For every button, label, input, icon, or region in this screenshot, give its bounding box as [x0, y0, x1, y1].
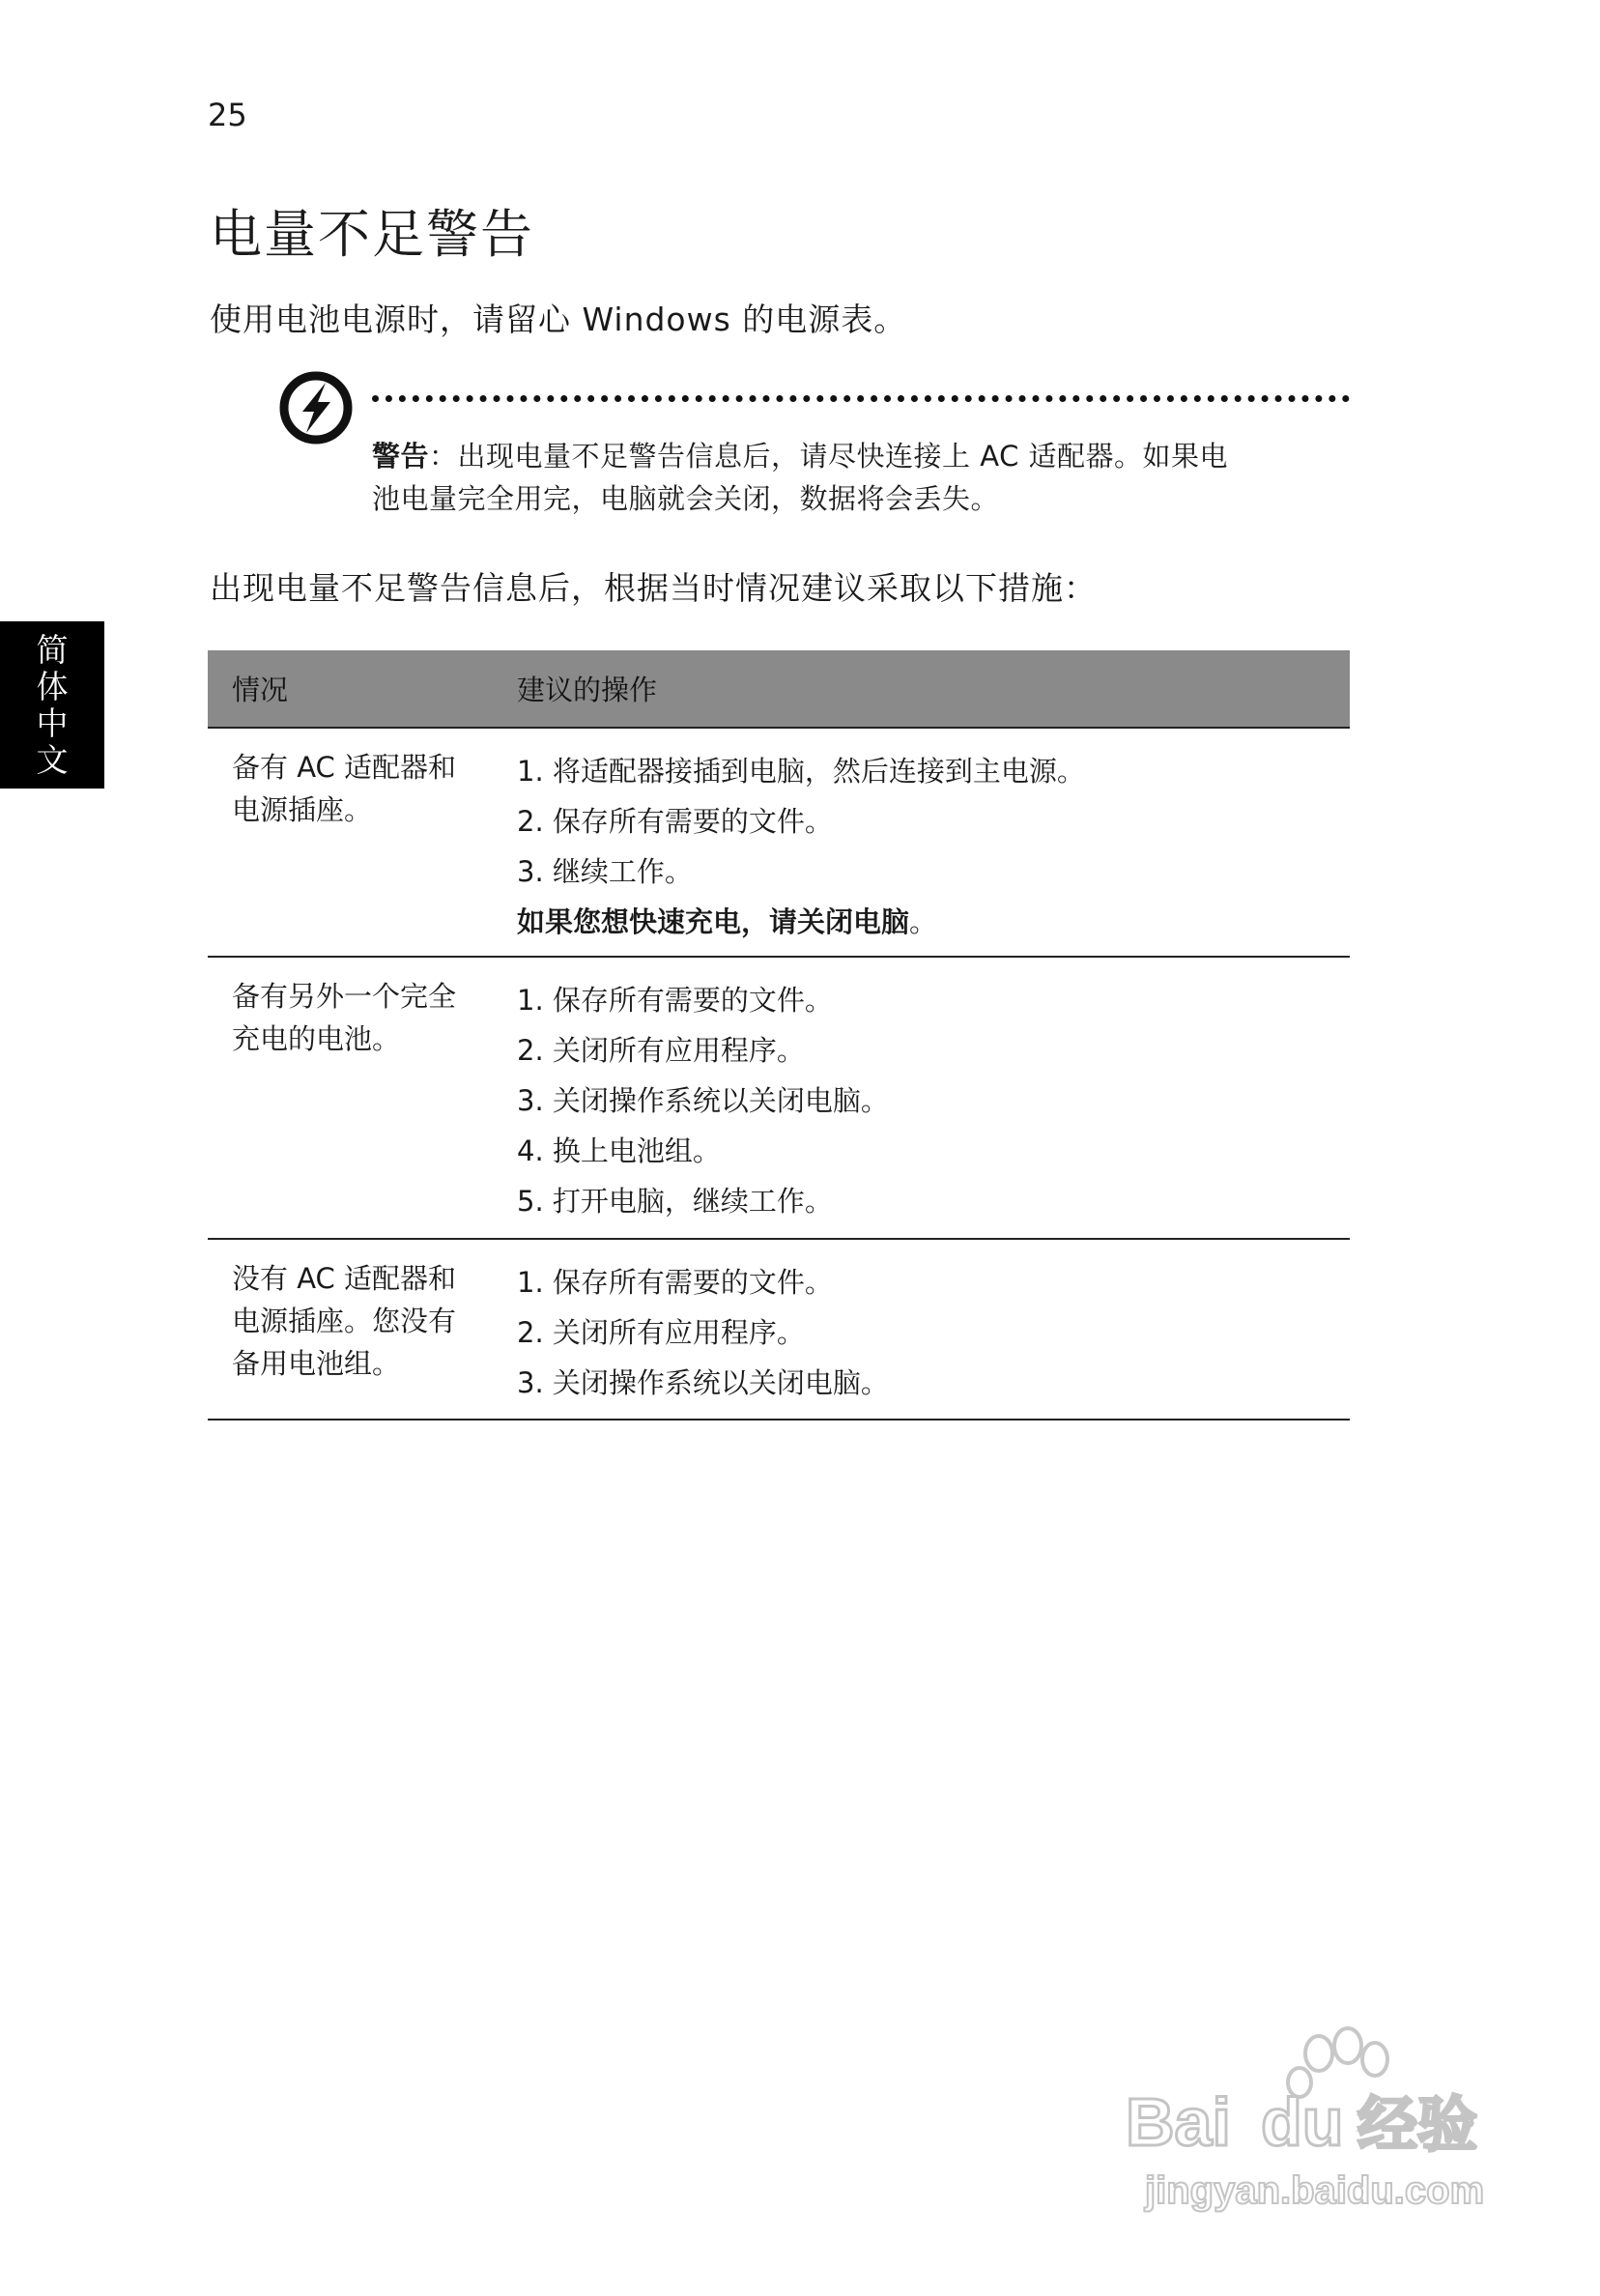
actions-cell — [517, 729, 1350, 956]
action-item: 3. 关闭操作系统以关闭电脑。 — [517, 1084, 889, 1117]
watermark-url: jingyan.baidu.com — [1145, 2169, 1485, 2212]
action-item: 1. 将适配器接插到电脑，然后连接到主电源。 — [517, 755, 1085, 788]
warning-line-1: 出现电量不足警告信息后，请尽快连接上 AC 适配器。如果电 — [457, 440, 1229, 473]
language-side-tab — [0, 621, 104, 789]
watermark-brand: Bai — [1126, 2084, 1231, 2160]
situation-line: 备有 AC 适配器和 — [232, 751, 457, 784]
action-item: 3. 关闭操作系统以关闭电脑。 — [517, 1366, 889, 1399]
side-tab-char: 中 — [36, 703, 69, 742]
lead-text: 出现电量不足警告信息后，根据当时情况建议采取以下措施： — [210, 569, 1097, 607]
watermark-cn: 经验 — [1357, 2089, 1478, 2160]
table-header — [208, 650, 1350, 729]
actions-cell — [517, 1240, 1350, 1419]
situation-line: 充电的电池。 — [232, 1022, 401, 1055]
action-note — [517, 897, 1350, 947]
watermark-brand2: du — [1261, 2084, 1344, 2160]
situation-line: 备用电池组。 — [232, 1347, 401, 1380]
action-item: 2. 保存所有需要的文件。 — [517, 805, 833, 838]
warning-lightning-icon — [277, 369, 355, 446]
warning-divider — [372, 395, 1350, 402]
side-tab-char: 文 — [36, 740, 69, 779]
side-tab-char: 体 — [36, 667, 69, 705]
page-title: 电量不足警告 — [210, 204, 534, 265]
table-row — [208, 1240, 1350, 1421]
action-item: 2. 关闭所有应用程序。 — [517, 1316, 805, 1349]
note-end: 。 — [909, 905, 938, 938]
action-item: 4. 换上电池组。 — [517, 1134, 721, 1167]
header-actions: 建议的操作 — [517, 674, 658, 706]
situation-line: 备有另外一个完全 — [232, 980, 457, 1013]
note-bold: 如果您想快速充电，请关闭电脑 — [517, 905, 910, 938]
situation-cell — [208, 729, 517, 956]
situation-line: 没有 AC 适配器和 — [232, 1262, 457, 1295]
action-item: 1. 保存所有需要的文件。 — [517, 1266, 833, 1299]
situation-cell — [208, 1240, 517, 1419]
warning-line-2: 池电量完全用完，电脑就会关闭，数据将会丢失。 — [372, 482, 1000, 515]
table-row — [208, 729, 1350, 958]
situation-line: 电源插座。 — [232, 793, 373, 826]
table-row — [208, 958, 1350, 1240]
action-item: 5. 打开电脑，继续工作。 — [517, 1185, 833, 1218]
situation-cell — [208, 958, 517, 1238]
warning-colon: ： — [429, 440, 458, 473]
actions-cell — [517, 958, 1350, 1238]
page-number: 25 — [208, 97, 247, 133]
header-situation: 情况 — [232, 674, 289, 706]
action-item: 1. 保存所有需要的文件。 — [517, 984, 833, 1017]
side-tab-char: 简 — [36, 630, 69, 669]
action-item: 3. 继续工作。 — [517, 855, 693, 888]
situation-line: 电源插座。您没有 — [232, 1305, 457, 1337]
intro-text: 使用电池电源时，请留心 Windows 的电源表。 — [210, 301, 907, 338]
warning-label: 警告 — [372, 440, 430, 473]
warning-text — [372, 435, 1338, 520]
action-item: 2. 关闭所有应用程序。 — [517, 1034, 805, 1067]
baidu-watermark — [1126, 2024, 1507, 2218]
battery-table — [208, 650, 1350, 1421]
